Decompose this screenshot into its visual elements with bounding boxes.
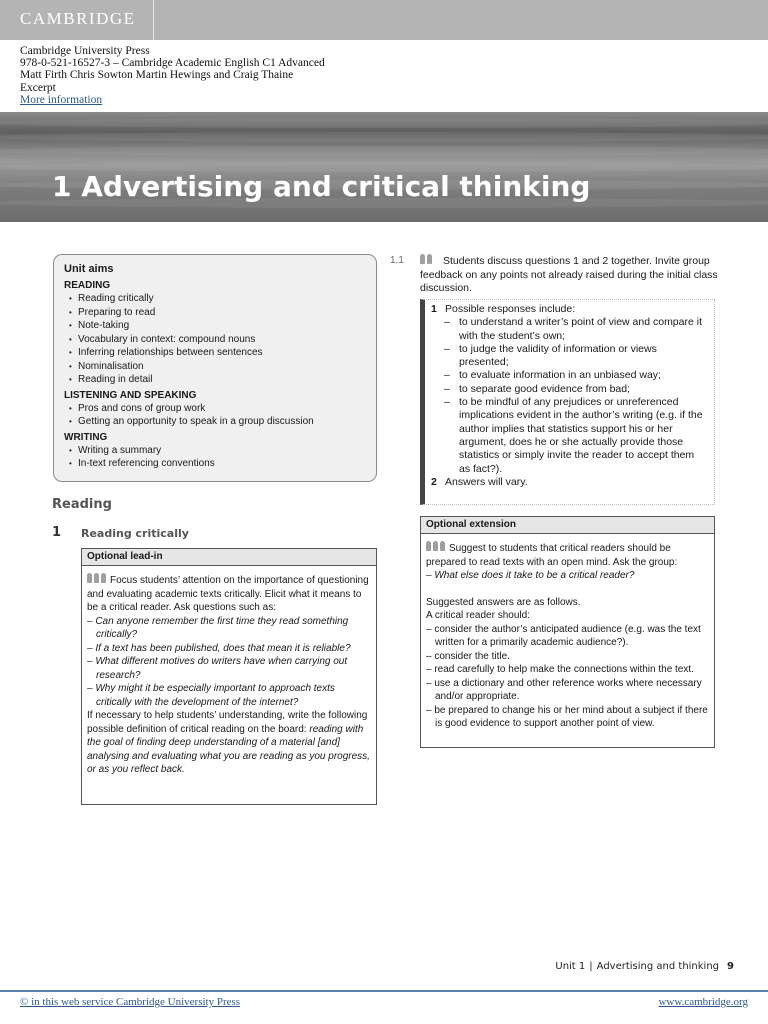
extension-item: – read carefully to help make the connections within the text.: [426, 664, 694, 675]
optional-lead-in-box: [81, 548, 377, 805]
answer-key-box: [420, 299, 715, 505]
aims-item: • Inferring relationships between sentences: [64, 346, 366, 360]
cambridge-site-link[interactable]: www.cambridge.org: [658, 996, 748, 1008]
chapter-banner: [0, 112, 768, 222]
aims-item: • Vocabulary in context: compound nouns: [64, 333, 366, 347]
aims-item: • Preparing to read: [64, 306, 366, 320]
lead-in-outro: If necessary to help students’ understanding, write the following possible definition of critical reading on the board:: [87, 710, 368, 735]
group-work-icon: [87, 573, 106, 584]
lead-in-title: Optional lead-in: [82, 549, 376, 566]
lead-in-question: – If a text has been published, does that mean it is reliable?: [87, 642, 351, 654]
bottom-divider: [0, 990, 768, 992]
answer-number: 2: [431, 475, 437, 488]
lead-in-question: – Can anyone remember the first time they read something critically?: [87, 615, 349, 640]
group-work-icon: [420, 254, 439, 265]
isbn-title: 978-0-521-16527-3 – Cambridge Academic English C1 Advanced: [20, 57, 325, 70]
answer-bullet: – to judge the validity of information or views presented;: [431, 343, 708, 370]
extension-item: – use a dictionary and other reference works where necessary and/or appropriate.: [426, 677, 702, 702]
extension-body: [421, 534, 714, 734]
unit-aims-box: [53, 254, 377, 482]
critical-reader-label: A critical reader should:: [426, 610, 530, 621]
suggested-answers-label: Suggested answers are as follows.: [426, 596, 581, 608]
extension-title: Optional extension: [421, 517, 714, 534]
aims-item: • Note-taking: [64, 319, 366, 333]
excerpt-label: Excerpt: [20, 81, 56, 94]
lead-in-intro: Focus students’ attention on the importance of questioning and evaluating academic texts critically. Elicit what it means to be a critical reader. Ask questions such as:: [87, 575, 369, 613]
answer-bullet: – to separate good evidence from bad;: [431, 383, 708, 396]
answer-bullet: – to evaluate information in an unbiased way;: [431, 369, 708, 382]
extension-item: – consider the author’s anticipated audience (e.g. was the text written for a primarily academic audience?).: [426, 623, 701, 648]
aims-item: • Writing a summary: [64, 444, 366, 458]
section-title: Reading critically: [81, 527, 189, 540]
publisher-info: [20, 45, 325, 106]
lead-in-question: – What different motives do writers have when carrying out research?: [87, 656, 348, 681]
extension-item: – be prepared to change his or her mind about a subject if there is good evidence to support another point of view.: [426, 704, 708, 729]
authors: Matt Firth Chris Sowton Martin Hewings and Craig Thaine: [20, 69, 294, 82]
critical-reading-definition: reading with the goal of finding deep understanding of a material [and] analysing and evaluating what you are reading as you progress, or as you reflect back.: [87, 723, 370, 775]
copyright-link[interactable]: © in this web service Cambridge University Press: [20, 996, 241, 1008]
footer-separator: |: [589, 961, 593, 972]
chapter-title: 1 Advertising and critical thinking: [52, 170, 591, 203]
aims-item: • In-text referencing conventions: [64, 457, 366, 471]
extension-item: – consider the title.: [426, 650, 510, 662]
answer-text: Possible responses include:: [445, 303, 576, 315]
extension-question: – What else does it take to be a critical reader?: [426, 570, 635, 581]
aims-list-reading: [64, 292, 366, 387]
aims-heading-writing: WRITING: [64, 431, 108, 443]
publisher-name: Cambridge University Press: [20, 45, 150, 57]
lead-in-question: – Why might it be especially important to approach texts critically with the development of the internet?: [87, 683, 335, 708]
page-number: 9: [727, 961, 734, 972]
answer-bullet: – to be mindful of any prejudices or unreferenced implications evident in the author’s writing (e.g. if the author implies that statistics support his or her argument, does he or she actually provide those statistics or simply invite the reader to accept them as fact?).: [431, 396, 708, 476]
logo-text: CAMBRIDGE: [20, 9, 136, 28]
answer-bullet: – to understand a writer’s point of view and compare it with the student’s own;: [431, 316, 708, 343]
exercise-text: Students discuss questions 1 and 2 together. Invite group feedback on any points not already raised during the initial class discussion.: [420, 255, 718, 294]
exercise-instructions: [420, 254, 720, 296]
optional-extension-box: [420, 516, 715, 748]
cambridge-logo[interactable]: [0, 0, 154, 40]
top-bar: [0, 0, 768, 40]
answer-text: Answers will vary.: [445, 475, 528, 488]
aims-list-listening: [64, 402, 366, 429]
section-number: 1: [52, 525, 62, 540]
lead-in-body: [82, 566, 376, 780]
aims-item: • Getting an opportunity to speak in a group discussion: [64, 415, 366, 429]
aims-list-writing: [64, 444, 366, 471]
answer-item: [431, 303, 708, 316]
aims-item: • Pros and cons of group work: [64, 402, 366, 416]
group-work-icon: [426, 541, 445, 552]
extension-intro: Suggest to students that critical readers should be prepared to read texts with an open mind. Ask the group:: [426, 543, 678, 568]
reading-heading: Reading: [52, 497, 112, 512]
exercise-number: 1.1: [390, 255, 404, 266]
aims-heading-listening: LISTENING AND SPEAKING: [64, 389, 197, 401]
more-information-link[interactable]: More information: [20, 93, 103, 106]
footer-chapter: Advertising and thinking: [596, 961, 720, 972]
answer-number: 1: [431, 303, 437, 315]
aims-item: • Nominalisation: [64, 360, 366, 374]
answer-item: [431, 476, 708, 489]
page-footer: [555, 961, 734, 972]
footer-unit: Unit 1: [555, 961, 586, 972]
aims-heading-reading: READING: [64, 280, 111, 291]
aims-item: • Reading in detail: [64, 373, 366, 387]
unit-aims-title: Unit aims: [64, 263, 114, 275]
aims-item: • Reading critically: [64, 292, 366, 306]
